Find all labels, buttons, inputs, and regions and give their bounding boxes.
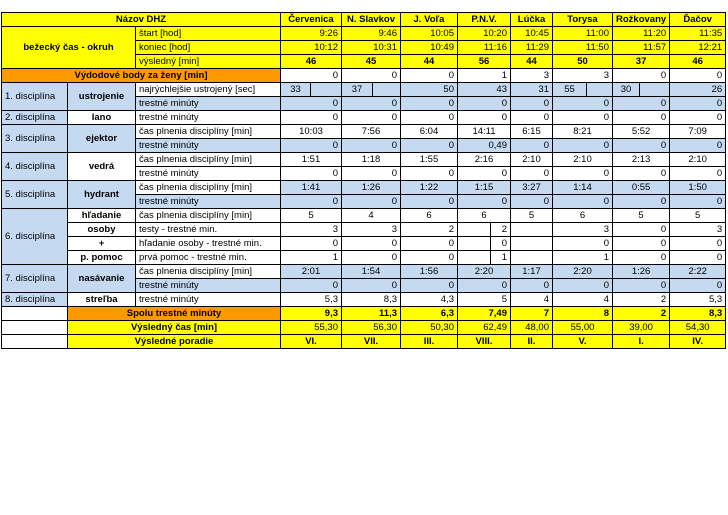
rank-cell: IV. <box>670 335 726 349</box>
d6-aid-row <box>2 251 726 265</box>
value-cell: 46 <box>281 55 342 69</box>
final-time-label: Výsledný čas [min] <box>68 321 281 335</box>
value-cell: 10:03 <box>281 125 342 139</box>
value-cell: 0 <box>491 237 511 251</box>
value-cell: 0 <box>281 97 342 111</box>
value-cell: 3 <box>553 223 613 237</box>
value-cell: 55 <box>553 83 587 97</box>
discipline-name: ustrojenie <box>68 83 136 111</box>
value-cell: 1:56 <box>401 265 458 279</box>
value-cell: 37 <box>342 83 373 97</box>
discipline-number: 4. disciplína <box>2 153 68 181</box>
value-cell: 9:26 <box>281 27 342 41</box>
value-cell: 1:18 <box>342 153 401 167</box>
value-cell: 2:22 <box>670 265 726 279</box>
d6-test-row <box>2 223 726 237</box>
value-cell: 3:27 <box>511 181 553 195</box>
value-cell: 11:00 <box>553 27 613 41</box>
row-label: čas plnenia disciplíny [min] <box>136 265 281 279</box>
rank-cell: III. <box>401 335 458 349</box>
value-cell: 0 <box>401 69 458 83</box>
value-cell: 0 <box>553 195 613 209</box>
d6-search-row <box>2 237 726 251</box>
discipline-name: + <box>68 237 136 251</box>
value-cell: 39,00 <box>613 321 670 335</box>
value-cell: 50,30 <box>401 321 458 335</box>
value-cell: 2 <box>491 223 511 237</box>
value-cell: 1 <box>281 251 342 265</box>
value-cell: 54,30 <box>670 321 726 335</box>
value-cell: 7:09 <box>670 125 726 139</box>
value-cell: 0 <box>670 237 726 251</box>
value-cell: 0 <box>401 195 458 209</box>
row-label: čas plnenia disciplíny [min] <box>136 153 281 167</box>
value-cell: 8,3 <box>342 293 401 307</box>
value-cell: 6 <box>458 209 511 223</box>
value-cell: 6:04 <box>401 125 458 139</box>
value-cell: 50 <box>553 55 613 69</box>
value-cell: 4 <box>553 293 613 307</box>
value-cell: 0 <box>281 139 342 153</box>
value-cell: 0 <box>401 237 458 251</box>
value-cell: 11:16 <box>458 41 511 55</box>
value-cell: 1:15 <box>458 181 511 195</box>
value-cell: 0 <box>553 237 613 251</box>
rank-cell: V. <box>553 335 613 349</box>
value-cell: 0 <box>281 167 342 181</box>
discipline-number: 8. disciplína <box>2 293 68 307</box>
discipline-name: hydrant <box>68 181 136 209</box>
value-cell: 0,49 <box>458 139 511 153</box>
bonus-label: Výdodové body za ženy [min] <box>2 69 281 83</box>
row-label: najrýchlejšie ustrojený [sec] <box>136 83 281 97</box>
value-cell: 0 <box>670 251 726 265</box>
value-cell: 3 <box>553 69 613 83</box>
d6-found-row <box>2 209 726 223</box>
value-cell: 46 <box>670 55 726 69</box>
team-header: P.N.V. <box>458 13 511 27</box>
rank-cell: I. <box>613 335 670 349</box>
value-cell: 0 <box>613 223 670 237</box>
d1-time-row <box>2 83 726 97</box>
value-cell: 1 <box>458 69 511 83</box>
d8-penalty-row <box>2 293 726 307</box>
okruh-start-row <box>2 27 726 41</box>
value-cell: 62,49 <box>458 321 511 335</box>
discipline-number: 6. disciplína <box>2 209 68 265</box>
row-label: koniec [hod] <box>136 41 281 55</box>
value-cell: 5:52 <box>613 125 670 139</box>
value-cell: 1:55 <box>401 153 458 167</box>
value-cell: 10:12 <box>281 41 342 55</box>
discipline-name: ejektor <box>68 125 136 153</box>
value-cell: 30 <box>613 83 640 97</box>
value-cell: 31 <box>511 83 553 97</box>
value-cell: 0 <box>613 139 670 153</box>
value-cell: 10:31 <box>342 41 401 55</box>
value-cell: 55,00 <box>553 321 613 335</box>
value-cell: 43 <box>458 83 511 97</box>
value-cell: 0 <box>613 195 670 209</box>
rank-cell: VI. <box>281 335 342 349</box>
value-cell: 2:20 <box>458 265 511 279</box>
value-cell: 6,3 <box>401 307 458 321</box>
row-label: trestné minúty <box>136 293 281 307</box>
d7-time-row <box>2 265 726 279</box>
value-cell: 11:57 <box>613 41 670 55</box>
value-cell: 0 <box>342 195 401 209</box>
value-cell: 11:50 <box>553 41 613 55</box>
discipline-name: hľadanie <box>68 209 136 223</box>
row-label: čas plnenia disciplíny [min] <box>136 125 281 139</box>
value-cell: 2:01 <box>281 265 342 279</box>
value-cell: 37 <box>613 55 670 69</box>
value-cell: 6 <box>401 209 458 223</box>
discipline-name: p. pomoc <box>68 251 136 265</box>
team-header: J. Voľa <box>401 13 458 27</box>
value-cell: 5 <box>613 209 670 223</box>
value-cell: 11:35 <box>670 27 726 41</box>
value-cell: 0 <box>613 97 670 111</box>
value-cell: 0 <box>553 139 613 153</box>
value-cell: 7,49 <box>458 307 511 321</box>
value-cell: 6 <box>553 209 613 223</box>
value-cell: 0 <box>281 195 342 209</box>
row-label: čas plnenia disciplíny [min] <box>136 209 281 223</box>
value-cell: 0 <box>613 237 670 251</box>
d4-time-row <box>2 153 726 167</box>
value-cell: 3 <box>281 223 342 237</box>
value-cell: 0 <box>458 279 511 293</box>
row-label: čas plnenia disciplíny [min] <box>136 181 281 195</box>
value-cell: 0 <box>458 111 511 125</box>
value-cell: 0 <box>401 139 458 153</box>
value-cell: 1:17 <box>511 265 553 279</box>
value-cell: 5,3 <box>281 293 342 307</box>
value-cell: 0 <box>670 195 726 209</box>
value-cell: 44 <box>401 55 458 69</box>
row-label: trestné minúty <box>136 97 281 111</box>
value-cell: 6:15 <box>511 125 553 139</box>
value-cell: 0 <box>342 279 401 293</box>
row-label: štart [hod] <box>136 27 281 41</box>
value-cell: 55,30 <box>281 321 342 335</box>
bonus-row <box>2 69 726 83</box>
value-cell: 5 <box>511 209 553 223</box>
discipline-number: 3. disciplína <box>2 125 68 153</box>
value-cell: 0 <box>401 97 458 111</box>
value-cell: 11:20 <box>613 27 670 41</box>
value-cell: 0 <box>511 195 553 209</box>
row-label: trestné minúty <box>136 111 281 125</box>
value-cell: 0 <box>401 111 458 125</box>
value-cell: 50 <box>401 83 458 97</box>
discipline-name: osoby <box>68 223 136 237</box>
value-cell: 2:13 <box>613 153 670 167</box>
row-label: hľadanie osoby - trestné min. <box>136 237 281 251</box>
d5-time-row <box>2 181 726 195</box>
value-cell: 33 <box>281 83 311 97</box>
value-cell: 5 <box>281 209 342 223</box>
value-cell: 9:46 <box>342 27 401 41</box>
value-cell: 0 <box>401 251 458 265</box>
value-cell: 1 <box>491 251 511 265</box>
team-header: Torysa <box>553 13 613 27</box>
value-cell: 0 <box>553 97 613 111</box>
total-penalty-row <box>2 307 726 321</box>
team-header: Rožkovany <box>613 13 670 27</box>
value-cell: 0 <box>670 111 726 125</box>
title-cell: Názov DHZ <box>2 13 281 27</box>
rank-cell: VIII. <box>458 335 511 349</box>
value-cell: 7:56 <box>342 125 401 139</box>
row-label: trestné minúty <box>136 167 281 181</box>
discipline-number: 7. disciplína <box>2 265 68 293</box>
value-cell: 12:21 <box>670 41 726 55</box>
value-cell: 1:26 <box>342 181 401 195</box>
value-cell: 1:51 <box>281 153 342 167</box>
value-cell: 48,00 <box>511 321 553 335</box>
value-cell: 0 <box>342 237 401 251</box>
value-cell: 0 <box>342 139 401 153</box>
discipline-name: vedrá <box>68 153 136 181</box>
value-cell: 56 <box>458 55 511 69</box>
value-cell: 1:22 <box>401 181 458 195</box>
value-cell: 1:41 <box>281 181 342 195</box>
team-header: N. Slavkov <box>342 13 401 27</box>
value-cell: 2 <box>401 223 458 237</box>
value-cell: 1:54 <box>342 265 401 279</box>
value-cell: 8,3 <box>670 307 726 321</box>
value-cell: 0 <box>458 195 511 209</box>
row-label: trestné minúty <box>136 195 281 209</box>
header-row <box>2 13 726 27</box>
value-cell: 0 <box>553 167 613 181</box>
value-cell: 0 <box>613 279 670 293</box>
value-cell: 56,30 <box>342 321 401 335</box>
value-cell: 2:16 <box>458 153 511 167</box>
value-cell: 8:21 <box>553 125 613 139</box>
value-cell: 4 <box>342 209 401 223</box>
discipline-name: streľba <box>68 293 136 307</box>
final-rank-label: Výsledné poradie <box>68 335 281 349</box>
value-cell: 44 <box>511 55 553 69</box>
value-cell: 0 <box>401 167 458 181</box>
team-header: Ďačov <box>670 13 726 27</box>
value-cell: 11:29 <box>511 41 553 55</box>
value-cell: 0 <box>342 69 401 83</box>
value-cell: 45 <box>342 55 401 69</box>
discipline-name: lano <box>68 111 136 125</box>
value-cell: 0 <box>458 167 511 181</box>
value-cell: 1 <box>553 251 613 265</box>
total-penalty-label: Spolu trestné minúty <box>68 307 281 321</box>
value-cell: 0 <box>613 167 670 181</box>
value-cell: 0 <box>511 97 553 111</box>
row-label: trestné minúty <box>136 139 281 153</box>
results-table <box>1 12 726 349</box>
final-rank-row <box>2 335 726 349</box>
value-cell: 0 <box>458 97 511 111</box>
discipline-name: nasávanie <box>68 265 136 293</box>
d3-time-row <box>2 125 726 139</box>
value-cell: 0 <box>281 111 342 125</box>
value-cell: 3 <box>670 223 726 237</box>
value-cell: 0:55 <box>613 181 670 195</box>
value-cell: 10:20 <box>458 27 511 41</box>
value-cell: 1:26 <box>613 265 670 279</box>
value-cell: 0 <box>511 167 553 181</box>
value-cell: 0 <box>342 97 401 111</box>
value-cell: 0 <box>342 167 401 181</box>
value-cell: 0 <box>613 69 670 83</box>
value-cell: 0 <box>553 279 613 293</box>
rank-cell: II. <box>511 335 553 349</box>
value-cell: 0 <box>670 167 726 181</box>
value-cell: 0 <box>281 237 342 251</box>
value-cell: 0 <box>342 111 401 125</box>
value-cell: 2:10 <box>511 153 553 167</box>
value-cell: 0 <box>511 139 553 153</box>
value-cell: 0 <box>670 69 726 83</box>
value-cell: 8 <box>553 307 613 321</box>
value-cell: 0 <box>511 111 553 125</box>
row-label: trestné minúty <box>136 279 281 293</box>
final-time-row <box>2 321 726 335</box>
value-cell: 4 <box>511 293 553 307</box>
value-cell: 0 <box>401 279 458 293</box>
value-cell: 2 <box>613 293 670 307</box>
value-cell: 14:11 <box>458 125 511 139</box>
value-cell: 3 <box>511 69 553 83</box>
value-cell: 10:05 <box>401 27 458 41</box>
value-cell: 4,3 <box>401 293 458 307</box>
value-cell: 0 <box>281 279 342 293</box>
value-cell: 7 <box>511 307 553 321</box>
value-cell: 26 <box>670 83 726 97</box>
value-cell: 5,3 <box>670 293 726 307</box>
value-cell: 0 <box>342 251 401 265</box>
value-cell: 10:45 <box>511 27 553 41</box>
value-cell: 2:20 <box>553 265 613 279</box>
value-cell: 10:49 <box>401 41 458 55</box>
value-cell: 3 <box>342 223 401 237</box>
discipline-number: 1. disciplína <box>2 83 68 111</box>
okruh-label: bežecký čas - okruh <box>2 27 136 69</box>
d2-penalty-row <box>2 111 726 125</box>
value-cell: 1:50 <box>670 181 726 195</box>
value-cell: 0 <box>670 279 726 293</box>
discipline-number: 5. disciplína <box>2 181 68 209</box>
discipline-number: 2. disciplína <box>2 111 68 125</box>
value-cell: 5 <box>458 293 511 307</box>
value-cell: 2:10 <box>670 153 726 167</box>
value-cell: 0 <box>613 111 670 125</box>
row-label: testy - trestné min. <box>136 223 281 237</box>
team-header: Lúčka <box>511 13 553 27</box>
row-label: výsledný [min] <box>136 55 281 69</box>
value-cell: 11,3 <box>342 307 401 321</box>
value-cell: 1:14 <box>553 181 613 195</box>
value-cell: 2 <box>613 307 670 321</box>
value-cell: 0 <box>511 279 553 293</box>
value-cell: 0 <box>553 111 613 125</box>
value-cell: 5 <box>670 209 726 223</box>
value-cell: 2:10 <box>553 153 613 167</box>
rank-cell: VII. <box>342 335 401 349</box>
value-cell: 0 <box>613 251 670 265</box>
row-label: prvá pomoc - trestné min. <box>136 251 281 265</box>
value-cell: 9,3 <box>281 307 342 321</box>
value-cell: 0 <box>670 139 726 153</box>
value-cell: 0 <box>670 97 726 111</box>
value-cell: 0 <box>281 69 342 83</box>
team-header: Červenica <box>281 13 342 27</box>
